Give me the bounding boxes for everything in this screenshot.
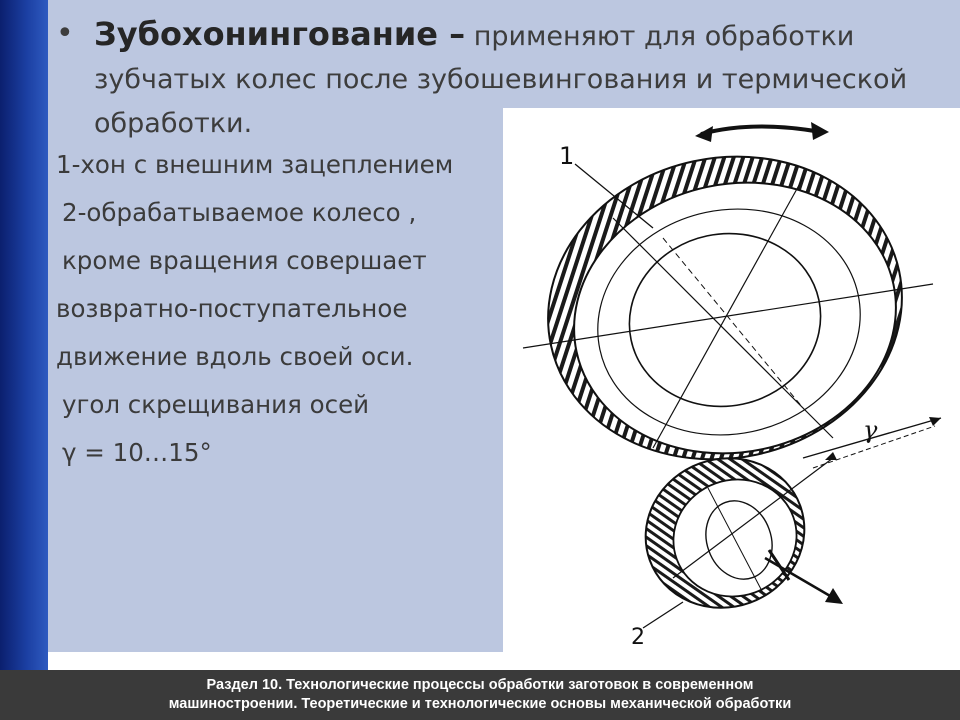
footer-line-1: Раздел 10. Технологические процессы обработки заготовок в современном	[206, 677, 754, 693]
workpiece-label: 2	[631, 625, 645, 650]
footer-caption	[0, 676, 960, 714]
left-decorative-band	[0, 0, 48, 720]
workpiece-gear	[625, 436, 833, 630]
desc-item-rotation: кроме вращения совершает	[62, 246, 427, 275]
desc-item-axial-motion: движение вдоль своей оси.	[56, 342, 414, 371]
angle-label: γ	[863, 416, 878, 444]
desc-item-hone: 1-хон с внешним зацеплением	[56, 150, 454, 179]
desc-item-angle-value: γ = 10…15°	[62, 438, 212, 467]
title-row	[94, 12, 854, 59]
slide-title-term: Зубохонингование –	[94, 15, 466, 53]
label-2-leader	[643, 602, 683, 628]
bullet-dot: •	[56, 16, 74, 51]
desc-item-workpiece: 2-обрабатываемое колесо ,	[62, 198, 417, 227]
slide-title-line-3: обработки.	[94, 108, 253, 139]
desc-item-crossing-angle: угол скрещивания осей	[62, 390, 370, 419]
footer-line-2: машиностроении. Теоретические и технологические основы механической обработки	[168, 696, 792, 712]
gear-honing-diagram	[503, 108, 960, 652]
desc-item-reciprocating: возвратно-поступательное	[56, 294, 408, 323]
slide-title-line-2: зубчатых колес после зубошевингования и термической	[94, 64, 908, 95]
hone-label: 1	[559, 142, 575, 170]
slide-title-definition: применяют для обработки	[465, 21, 855, 52]
hone-rotation-arrow	[695, 122, 829, 142]
